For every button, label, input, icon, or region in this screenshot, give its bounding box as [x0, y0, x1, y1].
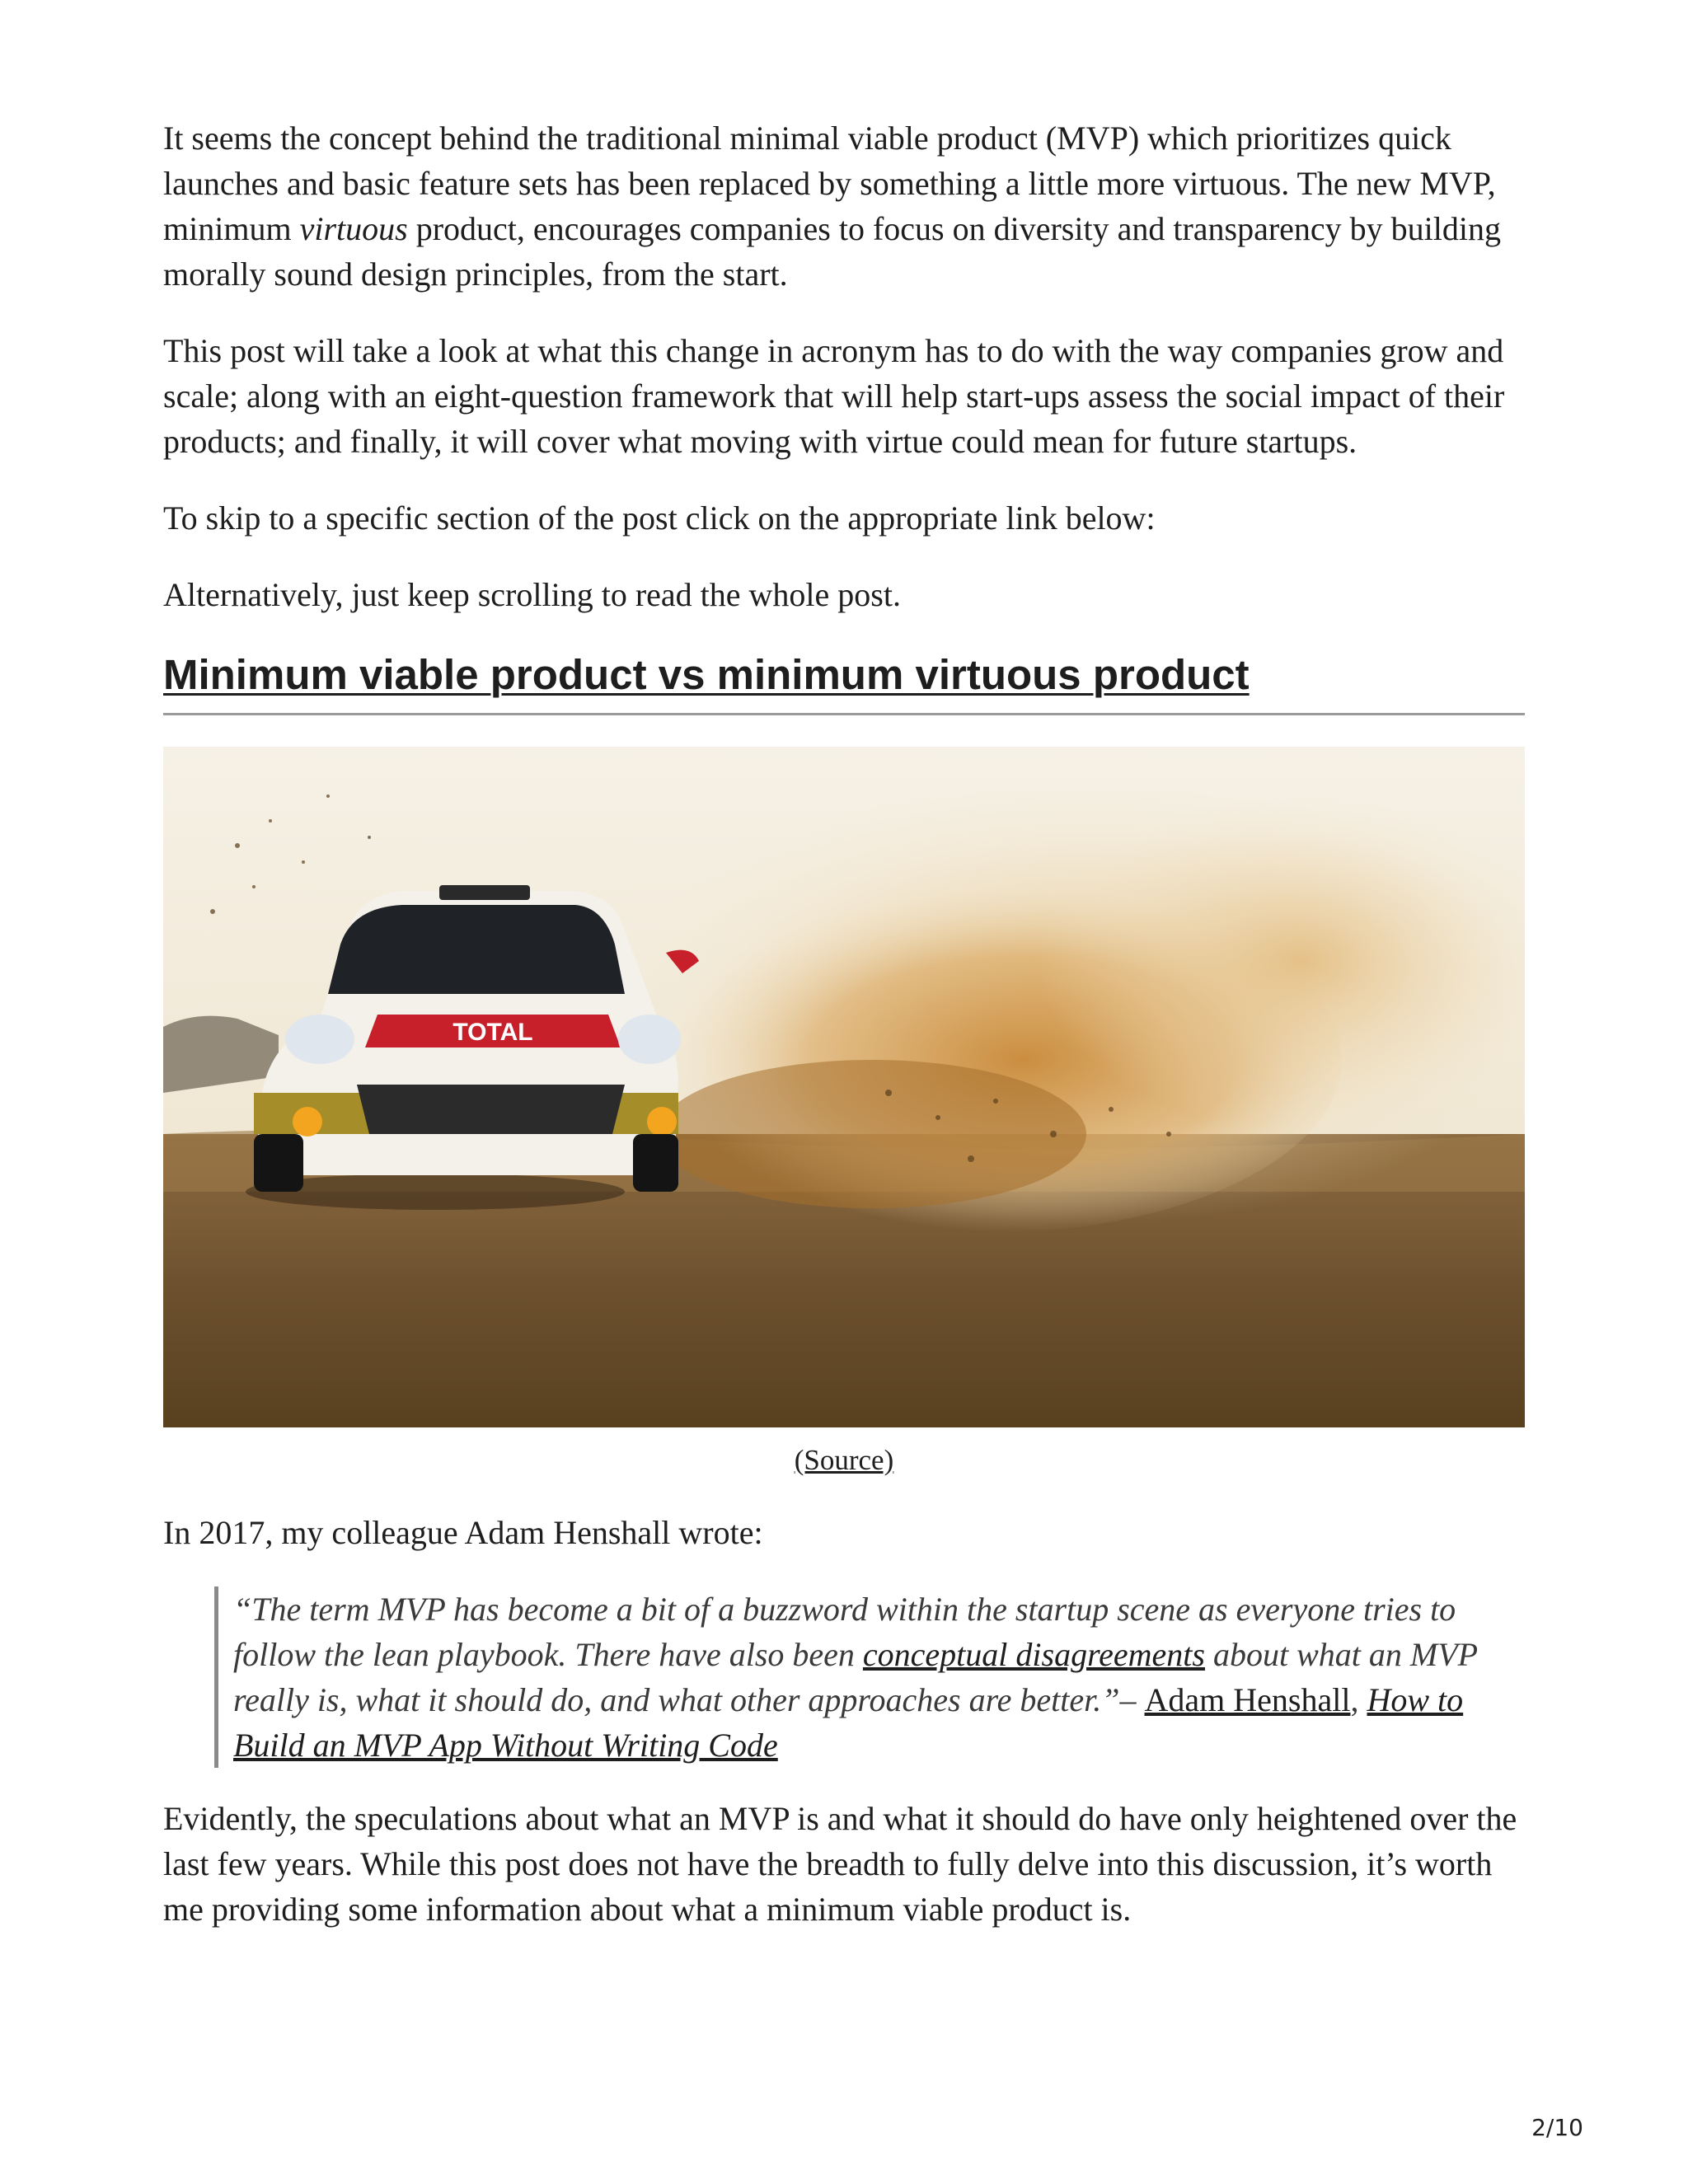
intro-p1-emphasis: virtuous: [299, 210, 408, 247]
page-number: 2/10: [1531, 2114, 1583, 2141]
intro-p1-text-start: It seems the concept behind the traditional minimal viable product (MVP) which prioritizes quick launches and basic feature sets has been replaced by something a little more virtuous. The new MVP, minimum: [163, 120, 1496, 247]
rally-car-photo: [163, 747, 1525, 1427]
intro-paragraph-3: To skip to a specific section of the post click on the appropriate link below:: [163, 499, 1156, 537]
article-body: [163, 115, 1525, 1963]
intro-paragraph-1: [163, 115, 1525, 297]
attribution-separator: ,: [1350, 1681, 1367, 1718]
blockquote: [214, 1586, 1525, 1768]
intro-p1-text-end: product, encourages companies to focus on diversity and transparency by building morally sound design principles, from the start.: [163, 210, 1502, 293]
source-article-link[interactable]: How to Build an MVP App Without Writing Code: [233, 1681, 1464, 1764]
intro-paragraph-4: Alternatively, just keep scrolling to read the whole post.: [163, 576, 901, 613]
conceptual-disagreements-link[interactable]: conceptual disagreements: [862, 1636, 1205, 1673]
image-caption: [163, 1442, 1525, 1479]
intro-paragraph-2: This post will take a look at what this change in acronym has to do with the way companies grow and scale; along with an eight-question framework that will help start-ups assess the social impact of their products; and finally, it will cover what moving with virtue could mean for future startups.: [163, 332, 1505, 460]
lead-paragraph: In 2017, my colleague Adam Henshall wrote:: [163, 1514, 763, 1551]
section-heading: [163, 649, 1525, 715]
author-link[interactable]: Adam Henshall: [1144, 1681, 1351, 1718]
source-link[interactable]: (Source): [794, 1444, 894, 1476]
svg-text:TOTAL: TOTAL: [452, 1019, 533, 1046]
section-heading-link[interactable]: Minimum viable product vs minimum virtuous product: [163, 651, 1250, 698]
quote-text-start: “The term MVP has become a bit of a buzzword within the startup scene as everyone tries to follow the lean playbook. There have also been: [233, 1591, 1456, 1673]
quote-text-end: about what an MVP really is, what it should do, and what other approaches are better.”–: [233, 1636, 1478, 1718]
closing-paragraph: Evidently, the speculations about what an MVP is and what it should do have only heightened over the last few years. While this post does not have the breadth to fully delve into this discussion, it’s worth me providing some information about what a minimum viable product is.: [163, 1800, 1517, 1928]
